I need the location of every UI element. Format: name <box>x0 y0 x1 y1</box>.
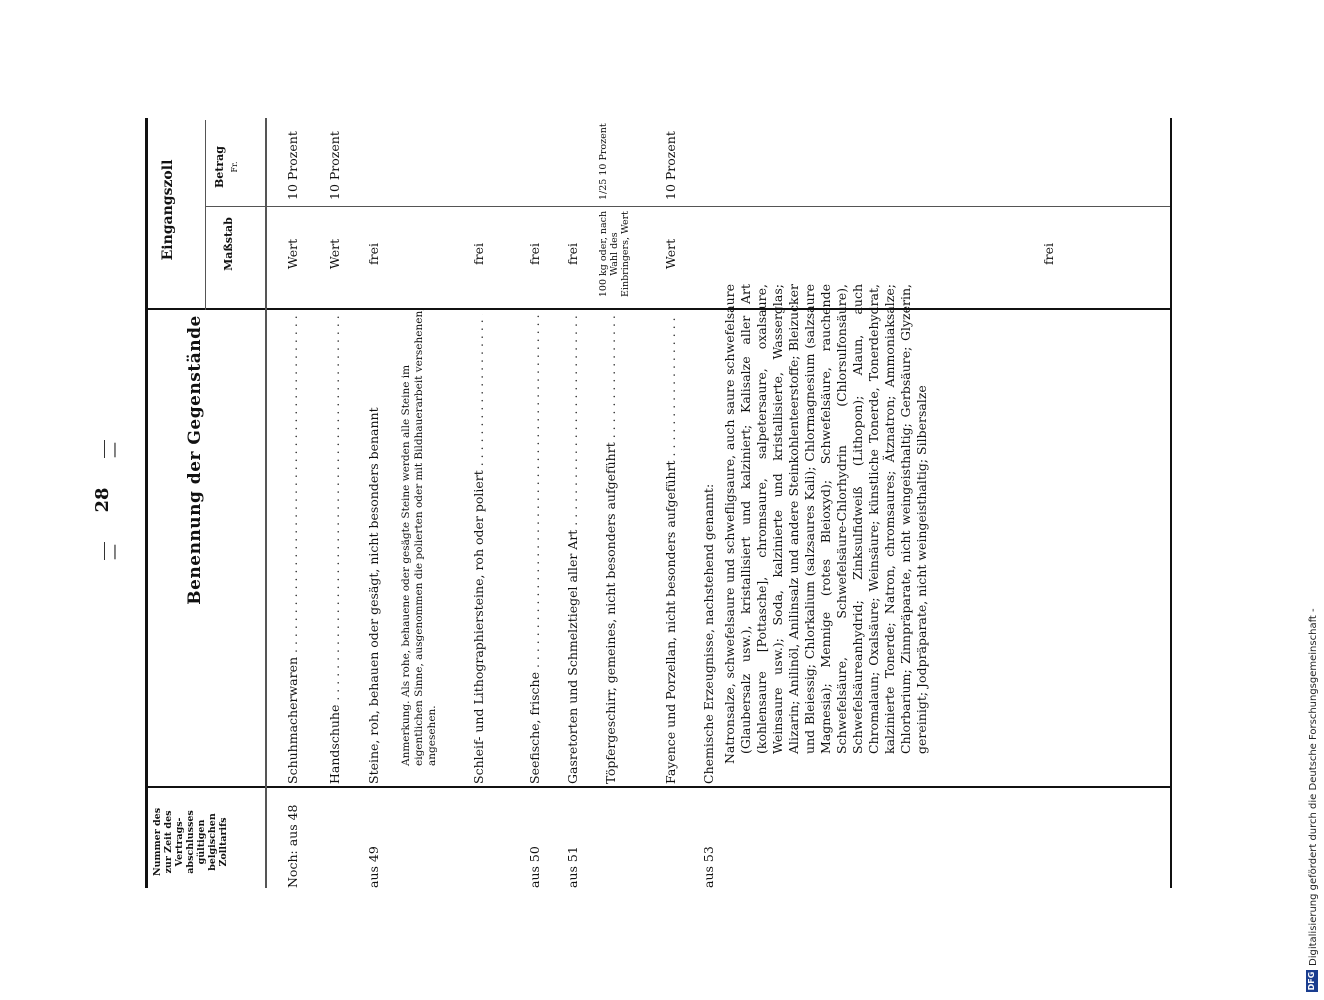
row-5-nr: aus 50 <box>527 846 542 888</box>
table-bottom-rule <box>1170 118 1172 888</box>
row-10-desc: Natronsalze, schwefelsaure und schwefligsaure, auch saure schwefelsaure (Glaubersalz usw.), kristallisiert und kalziniert; Kalisalze aller Art (kohlensaure [Pottasche], chromsaure, salpetersaure, oxalsaure, Weinsaure usw.); Soda, kalzinierte und kristallisierte, Wasserglas; Alizarin; Anilinöl, Anilinsalz und andere Steinkohlenteerstoffe; Bleizucker und Bleiessig; Chlorkalium (salzsaures Kali); Chlormagnesium (salzsaure Magnesia); Mennige (rotes Bleioxyd); Schwefelsäure, rauchende Schwefelsäure, Schwefelsäure-Chlorhydrin (Chlorsulfonsäure), Schwefelsäureanhydrid; Zinksulfidweiß (Lithopon); Alaun, auch Chromalaun; Oxalsäure; Weinsäure; künstliche Tonerde, Tonerdehydrat, kalzinierte Tonerde; Natron, chromsaures; Ätznatron; Ammoniaksalze; Chlorbarium; Zinnpräparate, nicht weingeisthaltig; Gerbsäure; Glyzerin, gereinigt; Jodpräparate, nicht weingeisthaltig; Silbersalze <box>722 284 929 764</box>
row-3-nr: aus 49 <box>366 846 381 888</box>
row-4-desc: Schleif- und Lithographiersteine, roh oder poliert . . . <box>470 314 487 784</box>
row-1-desc: Schuhmacherwaren . . . <box>284 314 301 784</box>
row-3-desc: Steine, roh, behauen oder gesägt, nicht besonders benannt <box>366 407 381 784</box>
row-8-mass: Wert <box>663 238 678 270</box>
row-1-nr: Noch: aus 48 <box>285 804 300 888</box>
header-betrag <box>212 124 242 210</box>
table-top-rule <box>145 118 148 888</box>
page-number-dash-right: — <box>104 442 123 458</box>
row-4-mass: frei <box>471 243 486 265</box>
header-eingangszoll: Eingangszoll <box>160 159 176 261</box>
row-2-betrag: 10 Prozent <box>327 131 342 200</box>
row-2-mass: Wert <box>327 238 342 270</box>
column-divider-mass <box>205 206 1170 207</box>
row-1-mass: Wert <box>285 238 300 270</box>
page-number: 28 <box>92 487 113 513</box>
row-6-desc: Gasretorten und Schmelztiegel aller Art . . . <box>564 314 581 784</box>
row-7-betrag: 1/25 10 Prozent <box>598 123 609 200</box>
row-9-nr: aus 53 <box>701 846 716 888</box>
column-divider-desc <box>145 308 1170 310</box>
row-6-mass: frei <box>565 243 580 265</box>
row-10-mass: frei <box>1041 243 1056 265</box>
row-5-desc: Seefische, frische . . . <box>526 314 543 784</box>
header-nummer: Nummer des zur Zeit des Vertragsabschlusses gültigen belgischen Zolltarifs <box>152 807 229 877</box>
row-1-betrag: 10 Prozent <box>285 131 300 200</box>
header-betrag-unit: Fr. <box>230 161 239 173</box>
eingangszoll-rule <box>205 120 206 310</box>
row-6-nr: aus 51 <box>565 846 580 888</box>
header-massstab: Maßstab <box>222 217 235 271</box>
row-9-desc: Chemische Erzeugnisse, nachstehend genannt: <box>701 483 716 784</box>
header-benennung: Benennung der Gegenstände <box>185 315 205 605</box>
row-2-desc: Handschuhe . . . <box>326 314 343 784</box>
row-8-betrag: 10 Prozent <box>663 131 678 200</box>
row-7-mass: 100 kg oder, nach Wahl des Einbringers, Wert <box>598 210 631 298</box>
header-betrag-label: Betrag <box>213 146 226 188</box>
header-bottom-rule <box>265 118 267 888</box>
page-number-dash-left: — <box>104 544 123 560</box>
row-3-mass: frei <box>366 243 381 265</box>
row-8-desc: Fayence und Porzellan, nicht besonders aufgeführt . . . <box>662 314 679 784</box>
row-7-desc: Töpfergeschirr, gemeines, nicht besonders aufgeführt . . . <box>602 314 619 784</box>
row-5-mass: frei <box>527 243 542 265</box>
row-3-note: Anmerkung. Als rohe, behauene oder gesägte Steine werden alle Steine im eigentlichen Sinne, ausgenommen die polierten oder mit Bildhauerarbeit versehenen, angesehen. <box>400 307 438 766</box>
digitization-note: Digitalisierung gefördert durch die Deutsche Forschungsgemeinschaft - <box>1308 608 1319 966</box>
dfg-logo: DFG <box>1307 971 1316 991</box>
